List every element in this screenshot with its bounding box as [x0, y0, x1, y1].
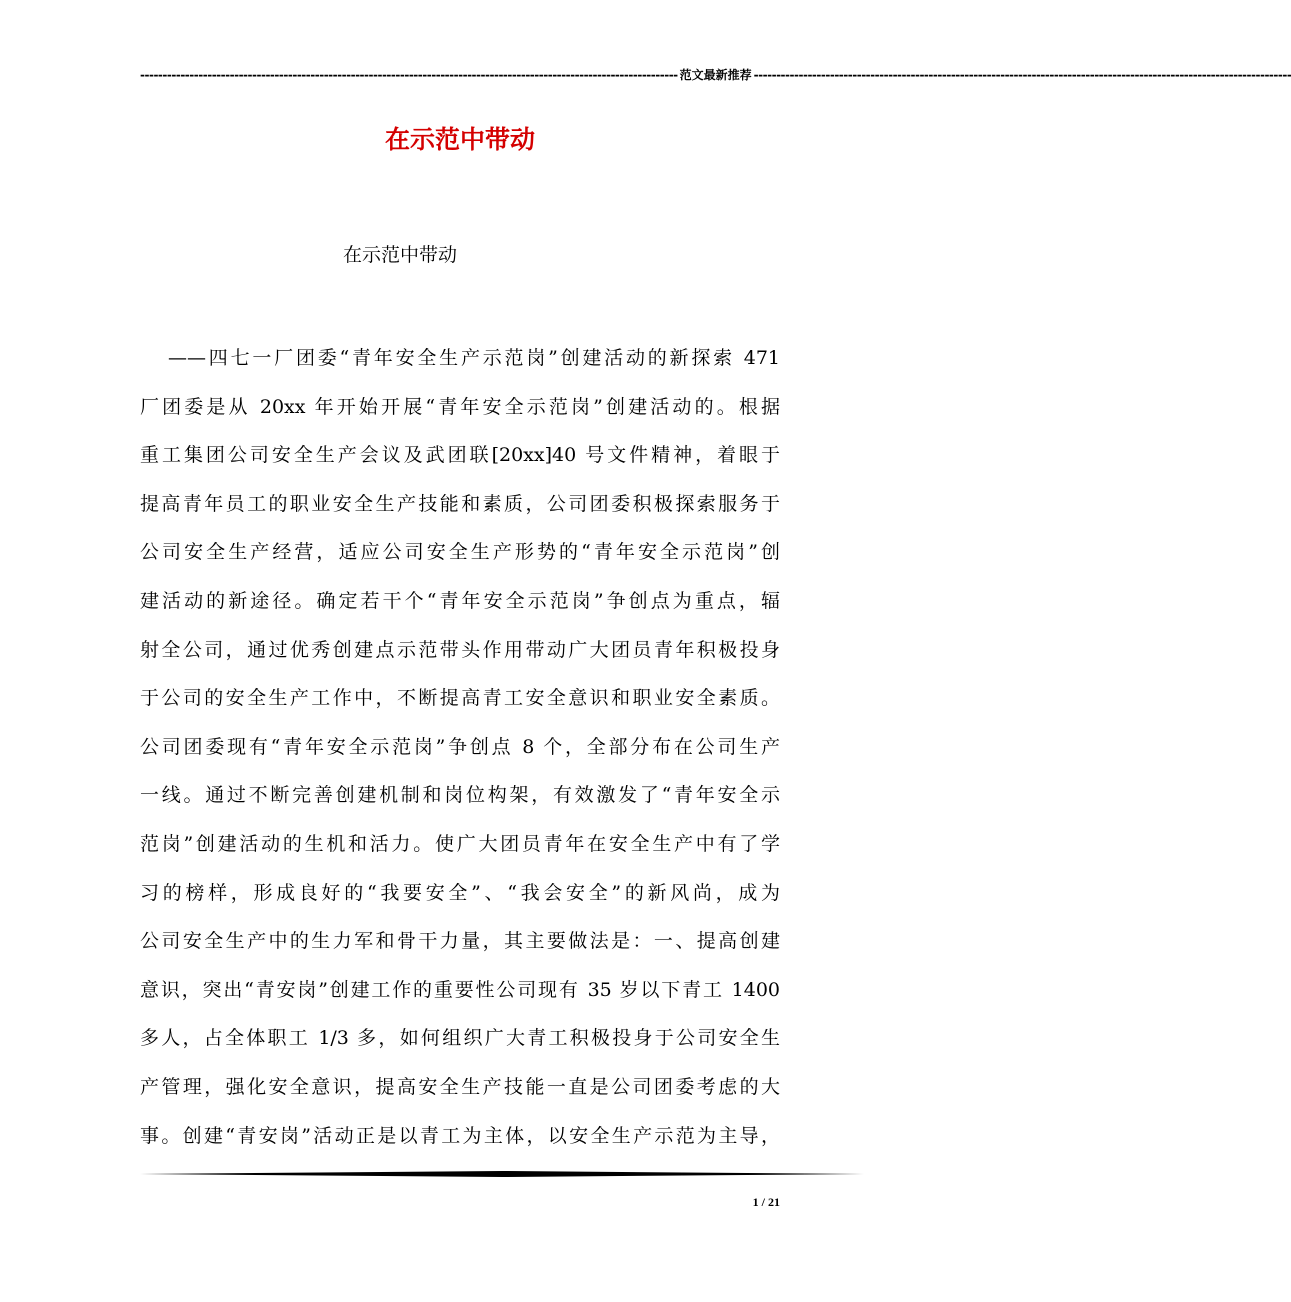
body-line: 公司团委现有“青年安全示范岗”争创点 8 个，全部分布在公司生产: [140, 735, 780, 758]
page-header: [140, 66, 1291, 84]
body-line: 多人，占全体职工 1/3 多，如何组织广大青工积极投身于公司安全生: [140, 1027, 780, 1050]
page-number: 1 / 21: [752, 1195, 780, 1209]
body-line: 重工集团公司安全生产会议及武团联[20xx]40 号文件精神，着眼于: [140, 444, 780, 467]
body-line: 公司安全生产经营，适应公司安全生产形势的“青年安全示范岗”创: [140, 541, 780, 564]
body-line: 意识，突出“青安岗”创建工作的重要性公司现有 35 岁以下青工 1400: [140, 978, 780, 1001]
body-line: 于公司的安全生产工作中，不断提高青工安全意识和职业安全素质。: [140, 687, 780, 710]
body-line: 范岗”创建活动的生机和活力。使广大团员青年在安全生产中有了学: [140, 832, 780, 855]
document-title: 在示范中带动: [384, 125, 535, 154]
body-line: 习的榜样，形成良好的“我要安全”、“我会安全”的新风尚，成为: [140, 881, 780, 904]
body-line: 射全公司，通过优秀创建点示范带头作用带动广大团员青年积极投身: [140, 638, 780, 661]
header-dashes-right: ------------------------------------------------------------------------------------------------------------------------: [753, 68, 1291, 82]
header-dashes-left: ------------------------------------------------------------------------------------------------------------------------: [140, 68, 678, 82]
body-line: 厂团委是从 20xx 年开始开展“青年安全示范岗”创建活动的。根据: [140, 395, 780, 418]
body-line: 产管理，强化安全意识，提高安全生产技能一直是公司团委考虑的大: [140, 1075, 780, 1098]
document-subtitle: 在示范中带动: [342, 244, 457, 266]
header-label: 范文最新推荐: [679, 68, 752, 82]
footer-rule: [140, 1171, 864, 1177]
document-body: [140, 340, 780, 1166]
body-line: 公司安全生产中的生力军和骨干力量，其主要做法是：一、提高创建: [140, 930, 780, 953]
body-line: 提高青年员工的职业安全生产技能和素质，公司团委积极探索服务于: [140, 492, 780, 515]
body-line: ——四七一厂团委“青年安全生产示范岗”创建活动的新探索 471: [168, 347, 780, 369]
body-line: 建活动的新途径。确定若干个“青年安全示范岗”争创点为重点，辐: [140, 589, 780, 612]
body-line: 一线。通过不断完善创建机制和岗位构架，有效激发了“青年安全示: [140, 784, 780, 807]
body-line: 事。创建“青安岗”活动正是以青工为主体，以安全生产示范为主导，: [140, 1124, 780, 1147]
